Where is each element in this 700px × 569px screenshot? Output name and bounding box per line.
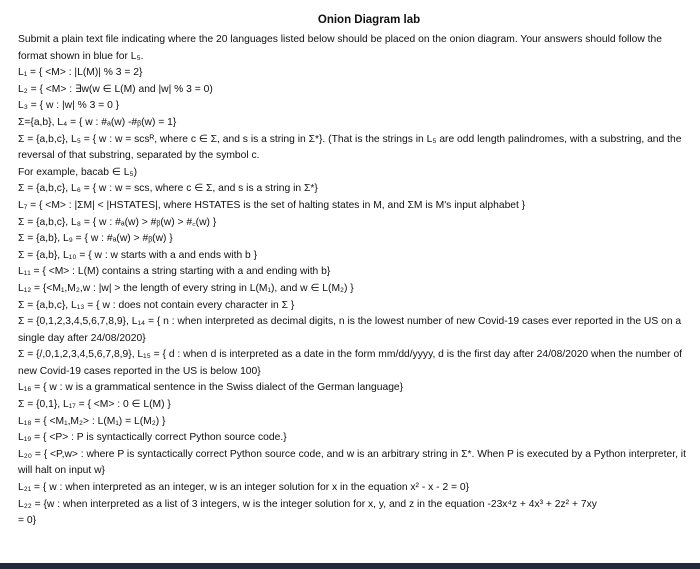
language-l19: L₁₉ = { <P> : P is syntactically correct Python source code.}: [18, 432, 287, 444]
bottom-edge-band: [0, 563, 700, 569]
language-l4: Σ={a,b}, L₄ = { w : #ₐ(w) -#ᵦ(w) = 1}: [18, 116, 177, 128]
language-l6: Σ = {a,b,c}, L₆ = { w : w = scs, where c ∈ Σ, and s is a string in Σ*}: [18, 183, 318, 195]
language-l3: L₃ = { w : |w| % 3 = 0 }: [18, 100, 120, 112]
language-l14: Σ = {0,1,2,3,4,5,6,7,8,9}, L₁₄ = { n : when interpreted as decimal digits, n is the lowest number of new Covid-19 cases ever reported in the US on a single day after 24/08/2020}: [18, 316, 682, 344]
language-l7: L₇ = { <M> : |ΣM| < |HSTATES|, where HSTATES is the set of halting states in M, and ΣM is M's input alphabet }: [18, 199, 526, 211]
language-l11: L₁₁ = { <M> : L(M) contains a string starting with a and ending with b}: [18, 266, 331, 278]
language-l17: Σ = {0,1}, L₁₇ = { <M> : 0 ∈ L(M) }: [18, 399, 171, 411]
instructions-paragraph: Submit a plain text file indicating where the 20 languages listed below should be placed on the onion diagram. Your answers should follow the format shown in blue for L₅.: [18, 34, 662, 62]
language-l13: Σ = {a,b,c}, L₁₃ = { w : does not contain every character in Σ }: [18, 299, 295, 311]
language-l21: L₂₁ = { w : when interpreted as an integer, w is an integer solution for x in the equation x² - x - 2 = 0}: [18, 482, 470, 494]
language-l18: L₁₈ = { <M₁,M₂> : L(M₁) = L(M₂) }: [18, 415, 166, 427]
language-l15: Σ = {/,0,1,2,3,4,5,6,7,8,9}, L₁₅ = { d : when d is interpreted as a date in the form mm/dd/yyyy, d is the first day after 24/08/2020 when the number of new Covid-19 cases reported in the US is below 100}: [18, 349, 683, 377]
language-l10: Σ = {a,b}, L₁₀ = { w : w starts with a and ends with b }: [18, 249, 258, 261]
language-l1: L₁ = { <M> : |L(M)| % 3 = 2}: [18, 67, 143, 79]
language-l2: L₂ = { <M> : ∃w(w ∈ L(M) and |w| % 3 = 0): [18, 83, 213, 95]
language-l5-example: For example, bacab ∈ L₅): [18, 166, 137, 178]
language-l9: Σ = {a,b}, L₉ = { w : #ₐ(w) > #ᵦ(w) }: [18, 233, 173, 245]
language-l12: L₁₂ = {<M₁,M₂,w : |w| > the length of every string in L(M₁), and w ∈ L(M₂) }: [18, 282, 354, 294]
language-l8: Σ = {a,b,c}, L₈ = { w : #ₐ(w) > #ᵦ(w) > #꜀(w) }: [18, 216, 217, 228]
language-l16: L₁₆ = { w : w is a grammatical sentence in the Swiss dialect of the German language}: [18, 382, 404, 394]
language-l20: L₂₀ = { <P,w> : where P is syntactically correct Python source code, and w is an arbitrary string in Σ*. When P is executed by a Python interpreter, it will halt on input w}: [18, 448, 686, 477]
language-l22-continued: = 0}: [18, 515, 37, 527]
language-l22: L₂₂ = {w : when interpreted as a list of 3 integers, w is the integer solution for x, y, and z in the equation -23x⁴z + 4x³ + 2z² + 7xy: [18, 498, 597, 510]
page-title: Onion Diagram lab: [317, 14, 421, 26]
language-l5: Σ = {a,b,c}, L₅ = { w : w = scsᴿ, where c ∈ Σ, and s is a string in Σ*}. (That is the strings in L₅ are odd length palindromes, with a substring, and the reversal of that substring, separated by the symbol c.: [18, 133, 682, 162]
